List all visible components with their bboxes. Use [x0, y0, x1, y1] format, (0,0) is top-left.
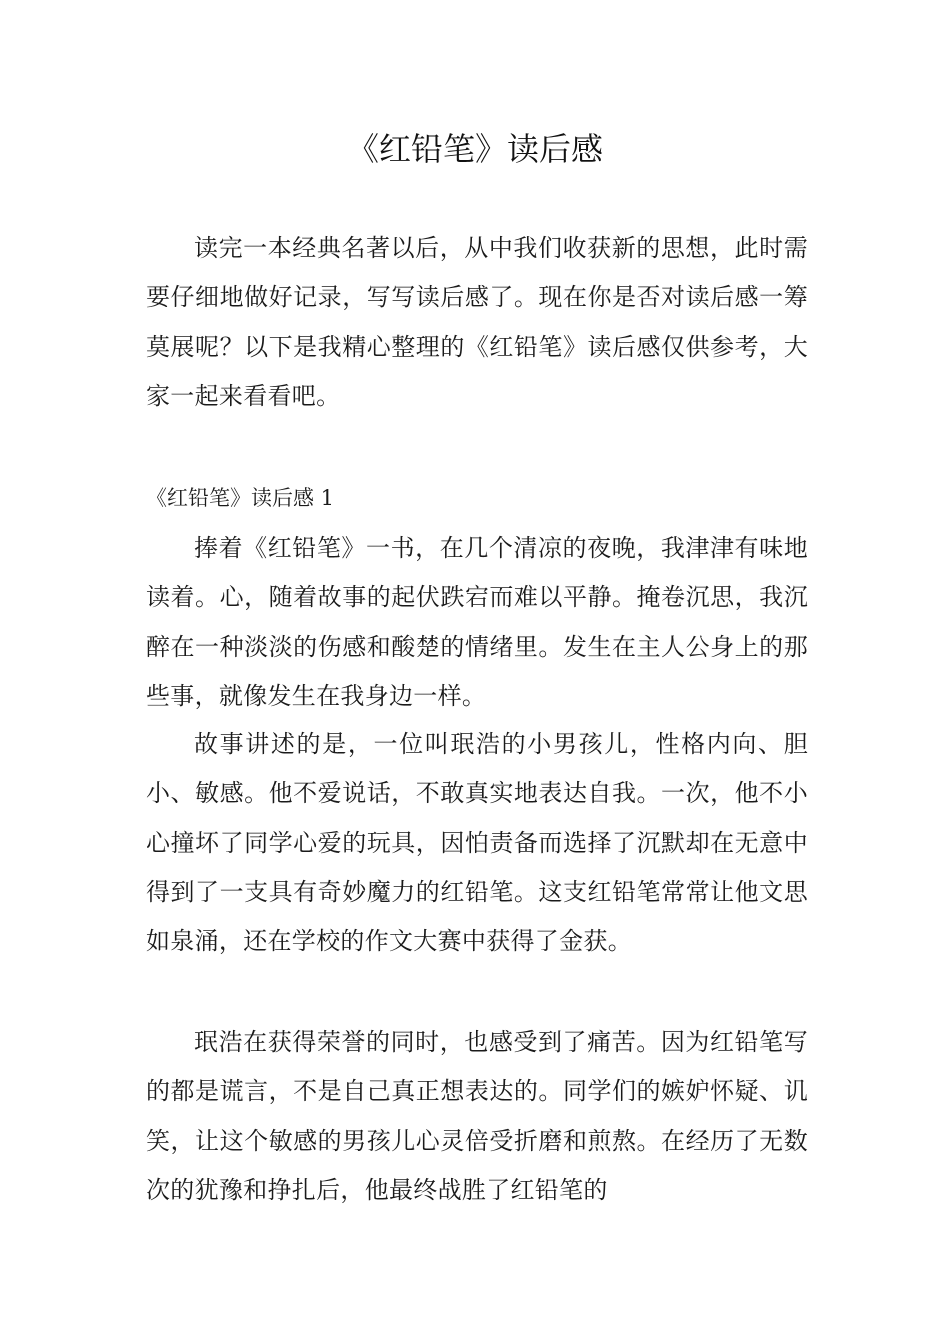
section-heading: 《红铅笔》读后感 1 — [146, 486, 335, 510]
body-paragraph-1: 捧着《红铅笔》一书，在几个清凉的夜晚，我津津有味地读着。心，随着故事的起伏跌宕而难以平静。掩卷沉思，我沉醉在一种淡淡的伤感和酸楚的情绪里。发生在主人公身上的那些事，就像发生在我身边一样。 — [146, 534, 808, 710]
body-paragraph-2: 故事讲述的是，一位叫珉浩的小男孩儿，性格内向、胆小、敏感。他不爱说话，不敢真实地表达自我。一次，他不小心撞坏了同学心爱的玩具，因怕责备而选择了沉默却在无意中得到了一支具有奇妙魔力的红铅笔。这支红铅笔常常让他文思如泉涌，还在学校的作文大赛中获得了金获。 — [146, 730, 808, 956]
document-title: 《红铅笔》读后感 — [346, 130, 603, 168]
body-paragraph-3: 珉浩在获得荣誉的同时，也感受到了痛苦。因为红铅笔写的都是谎言，不是自己真正想表达的。同学们的嫉妒怀疑、讥笑，让这个敏感的男孩儿心灵倍受折磨和煎熬。在经历了无数次的犹豫和挣扎后，他最终战胜了红铅笔的 — [146, 1028, 808, 1204]
intro-paragraph: 读完一本经典名著以后，从中我们收获新的思想，此时需要仔细地做好记录，写写读后感了。现在你是否对读后感一筹莫展呢？以下是我精心整理的《红铅笔》读后感仅供参考，大家一起来看看吧。 — [146, 234, 808, 410]
